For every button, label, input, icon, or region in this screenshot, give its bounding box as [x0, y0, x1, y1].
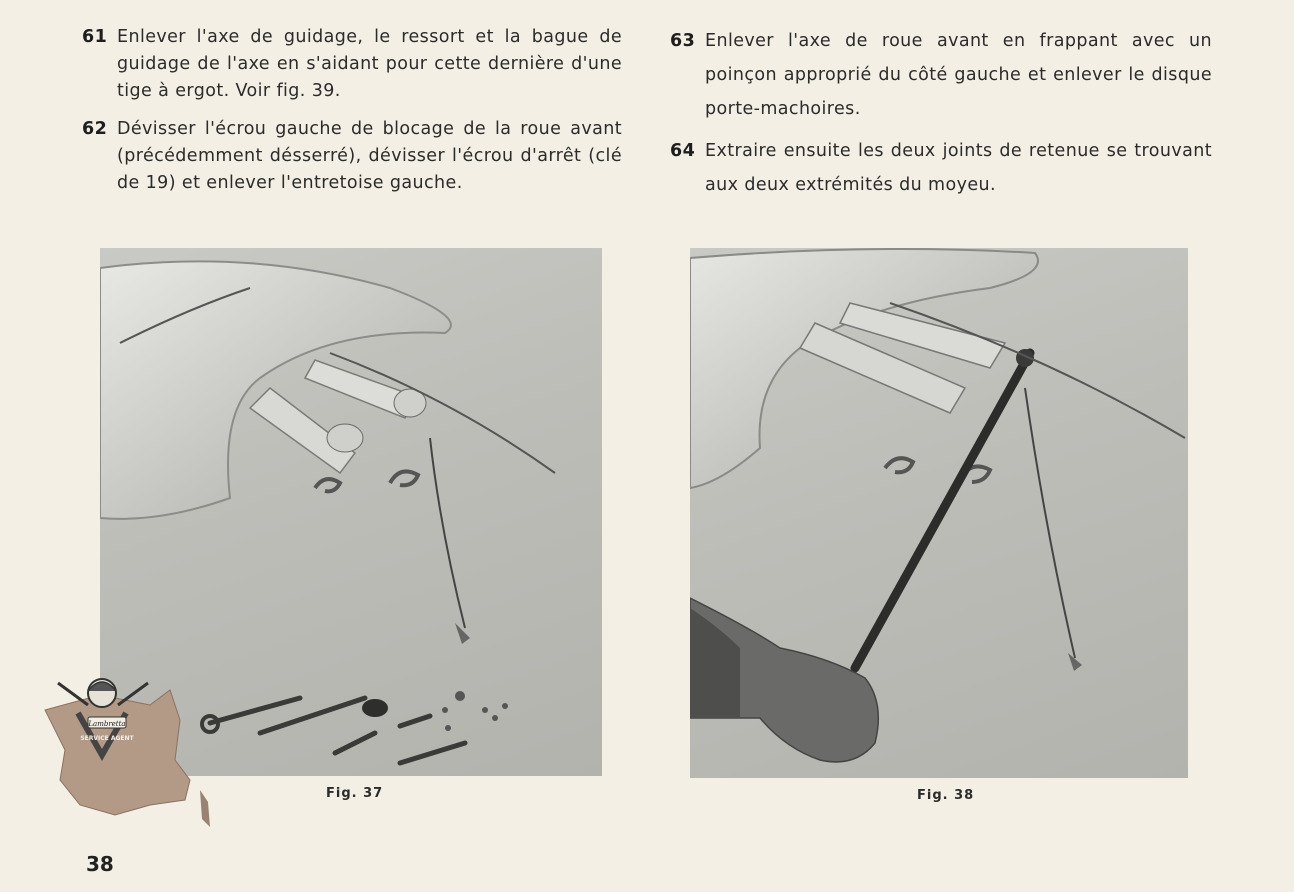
step-text: Enlever l'axe de roue avant en frappant avec un poinçon approprié du côté gauche et enlever le disque porte-machoires. [705, 31, 1212, 119]
step-number: 64 [670, 141, 696, 161]
figure-38-photo [690, 248, 1188, 778]
logo-brand-text: Lambretta [88, 720, 126, 728]
step-63 [670, 24, 1212, 126]
step-64 [670, 134, 1212, 202]
step-text: Enlever l'axe de guidage, le ressort et la bague de guidage de l'axe en s'aidant pour cette dernière d'une tige à ergot. Voir fig. 39. [117, 27, 622, 101]
step-number: 61 [82, 27, 108, 47]
logo-service-text: SERVICE AGENT [80, 735, 134, 742]
step-number: 63 [670, 31, 696, 51]
figure-37-caption: Fig. 37 [326, 786, 384, 801]
page-number: 38 [86, 852, 114, 876]
step-text: Extraire ensuite les deux joints de retenue se trouvant aux deux extrémités du moyeu. [705, 141, 1212, 195]
service-agent-logo [40, 665, 230, 840]
left-text-column [82, 24, 622, 208]
step-text: Dévisser l'écrou gauche de blocage de la roue avant (précédemment désserré), dévisser l'écrou d'arrêt (clé de 19) et enlever l'entretoise gauche. [117, 119, 622, 193]
step-61 [82, 24, 622, 105]
figure-38-caption: Fig. 38 [917, 788, 975, 803]
right-text-column [670, 24, 1212, 210]
step-62 [82, 116, 622, 197]
step-number: 62 [82, 119, 108, 139]
